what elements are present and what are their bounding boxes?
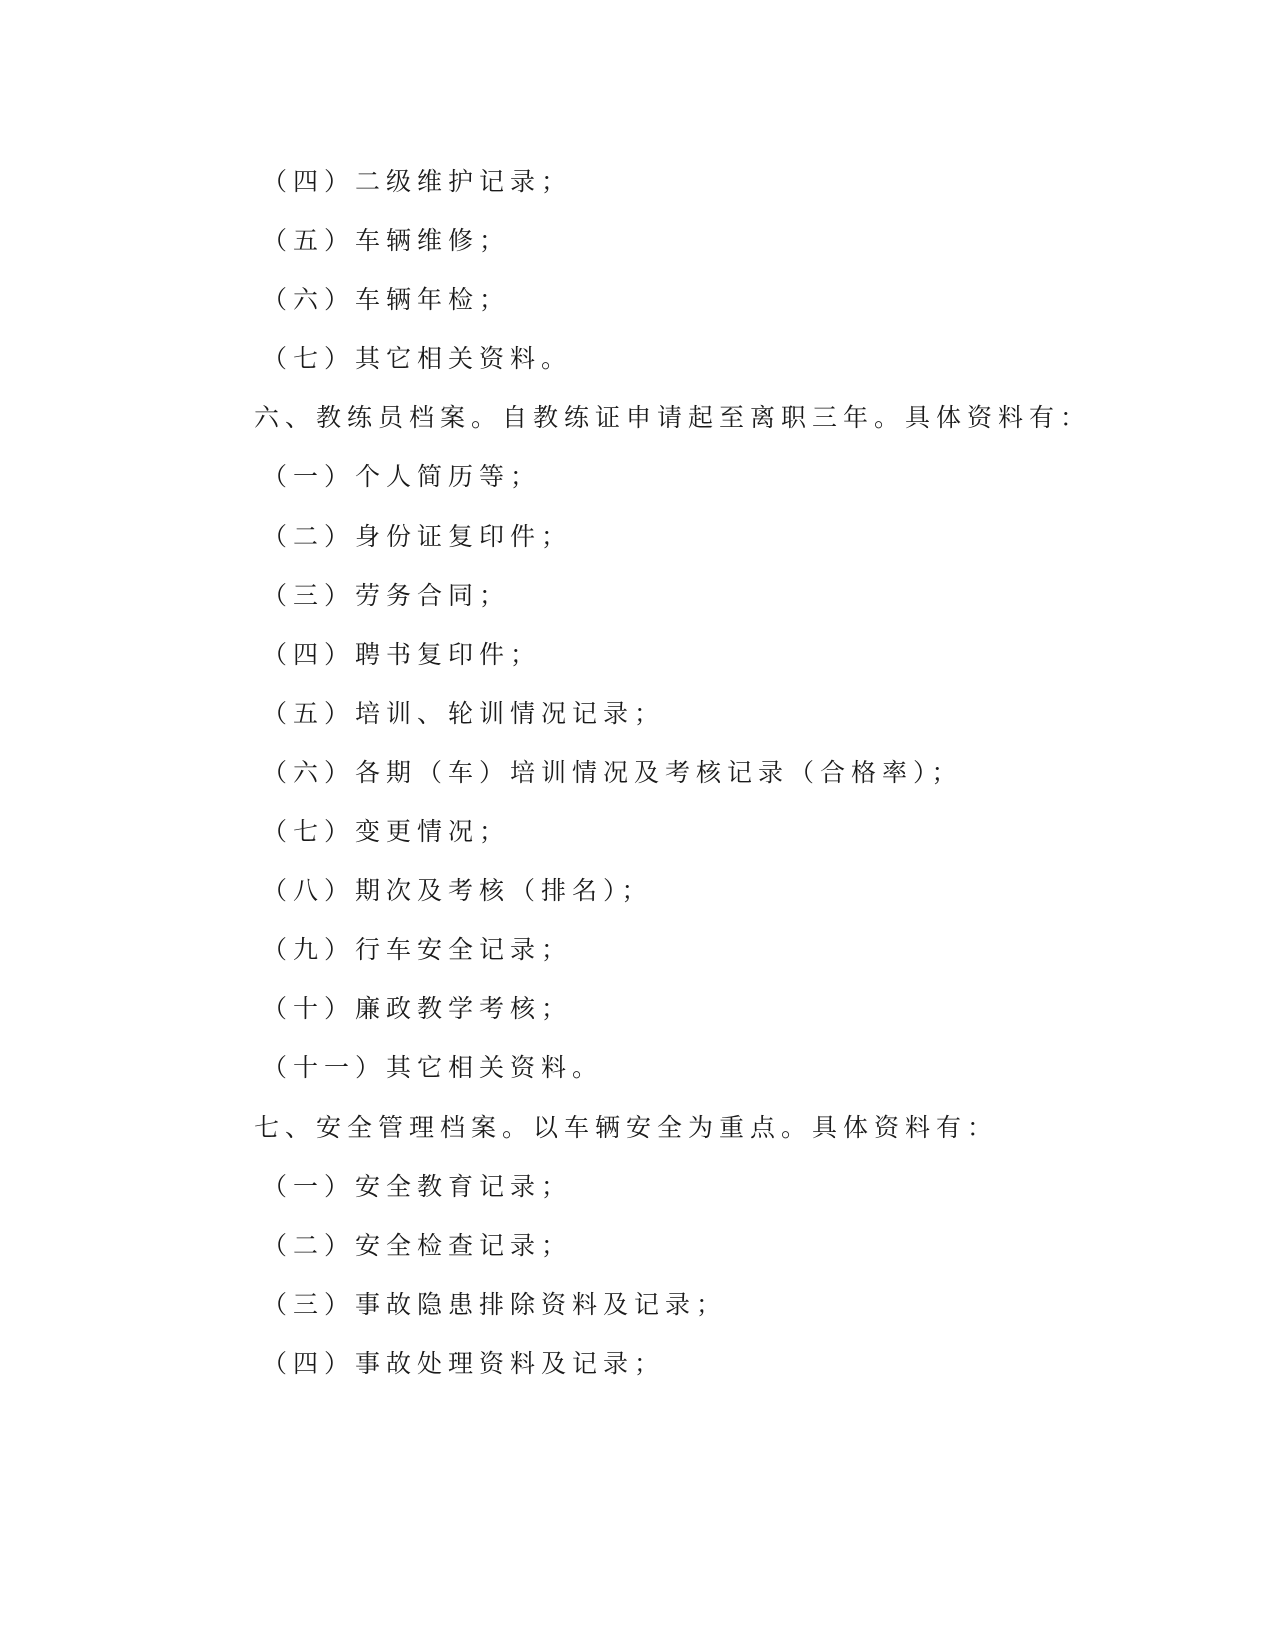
- list-item-integrity-assessment: （十）廉政教学考核；: [262, 994, 573, 1024]
- section-heading-instructor-archive: 六、教练员档案。自教练证申请起至离职三年。具体资料有：: [254, 403, 1092, 433]
- list-item-changes: （七）变更情况；: [262, 817, 511, 847]
- list-item-other-materials: （七）其它相关资料。: [262, 344, 573, 374]
- section-heading-safety-archive: 七、安全管理档案。以车辆安全为重点。具体资料有：: [254, 1112, 999, 1142]
- list-item-appointment-copy: （四）聘书复印件；: [262, 639, 542, 669]
- list-item-maintenance-record: （四）二级维护记录；: [262, 167, 573, 196]
- list-item-ranking: （八）期次及考核（排名）；: [262, 876, 653, 906]
- list-item-training-record: （五）培训、轮训情况记录；: [262, 698, 666, 728]
- list-item-hazard-removal: （三）事故隐患排除资料及记录；: [262, 1289, 728, 1319]
- list-item-safety-education: （一）安全教育记录；: [262, 1171, 573, 1201]
- list-item-vehicle-repair: （五）车辆维修；: [262, 226, 511, 256]
- document-body: [254, 160, 1162, 1401]
- list-item-accident-handling: （四）事故处理资料及记录；: [262, 1348, 666, 1378]
- list-item-assessment-record: （六）各期（车）培训情况及考核记录（合格率）；: [262, 757, 963, 787]
- list-item-annual-inspection: （六）车辆年检；: [262, 285, 511, 315]
- list-item-id-copy: （二）身份证复印件；: [262, 521, 573, 551]
- list-item-safety-inspection: （二）安全检查记录；: [262, 1230, 573, 1260]
- list-item-driving-safety: （九）行车安全记录；: [262, 935, 573, 965]
- list-item-labor-contract: （三）劳务合同；: [262, 580, 511, 610]
- list-item-other-materials-2: （十一）其它相关资料。: [262, 1053, 604, 1083]
- list-item-resume: （一）个人简历等；: [262, 462, 542, 492]
